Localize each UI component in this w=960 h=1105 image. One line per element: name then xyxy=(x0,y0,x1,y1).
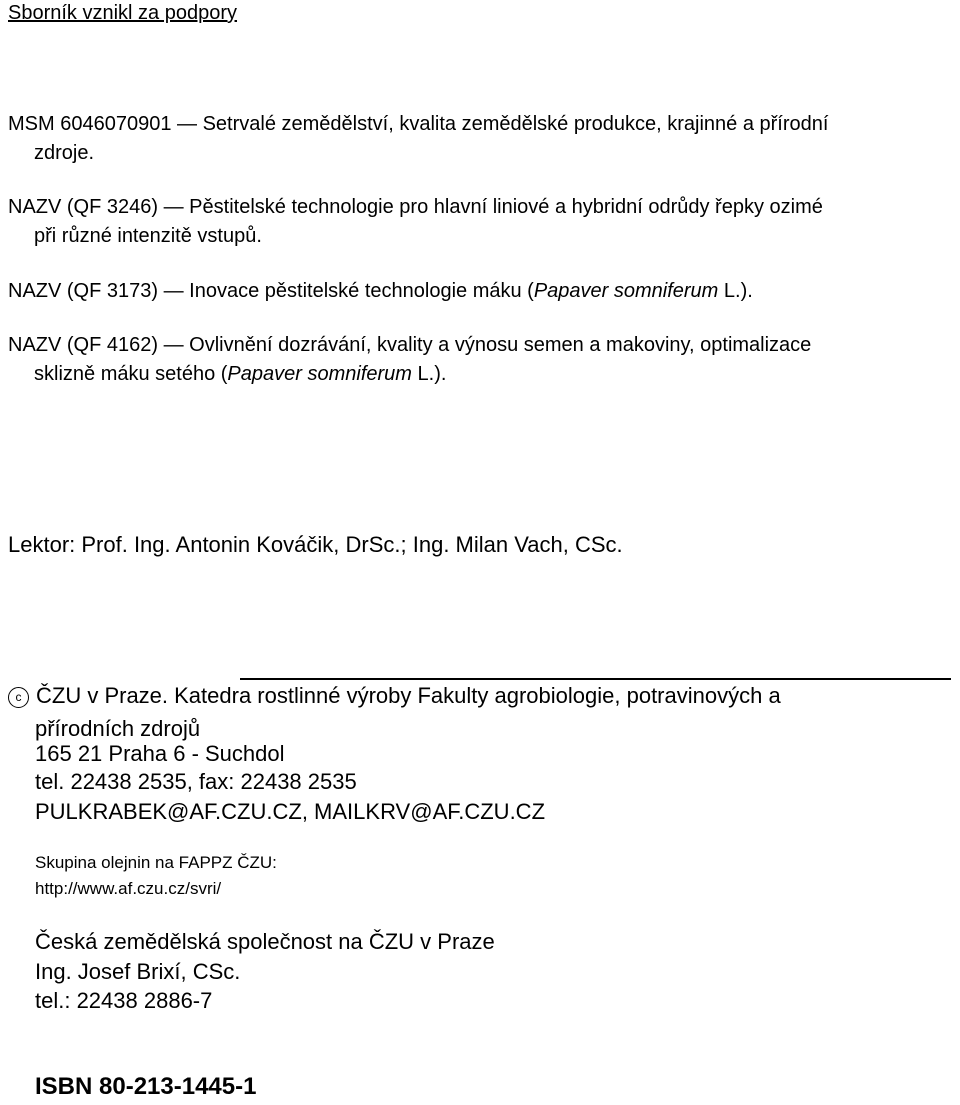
grant-title-continuation: při různé intenzitě vstupů. xyxy=(34,225,262,247)
grant-title: Inovace pěstitelské technologie máku ( xyxy=(189,280,534,302)
publisher-text: ČZU v Praze. Katedra rostlinné výroby Fakulty agrobiologie, potravinových a xyxy=(36,683,781,708)
isbn: ISBN 80-213-1445-1 xyxy=(35,1073,257,1100)
grant-item xyxy=(8,331,948,389)
grant-item xyxy=(8,277,948,306)
publisher-line-2: přírodních zdrojů xyxy=(35,716,201,741)
grant-code: NAZV (QF 3173) xyxy=(8,280,159,302)
grant-code: NAZV (QF 3246) xyxy=(8,196,159,218)
publisher-emails: PULKRABEK@AF.CZU.CZ, MAILKRV@AF.CZU.CZ xyxy=(35,799,546,824)
society-name: Česká zemědělská společnost na ČZU v Praze xyxy=(35,929,495,954)
lecturer-line: Lektor: Prof. Ing. Antonin Kováčik, DrSc.; Ing. Milan Vach, CSc. xyxy=(8,532,623,557)
grant-dash: — xyxy=(163,334,184,356)
divider xyxy=(240,678,951,680)
grant-item xyxy=(8,193,948,251)
page-heading: Sborník vznikl za podpory xyxy=(8,2,238,24)
society-phone: tel.: 22438 2886-7 xyxy=(35,988,213,1013)
species-name: Papaver somniferum xyxy=(227,363,412,385)
grant-dash: — xyxy=(163,280,184,302)
society-person: Ing. Josef Brixí, CSc. xyxy=(35,959,241,984)
grant-title-continuation xyxy=(8,360,948,389)
species-author: L.). xyxy=(411,363,447,385)
species-author: L.). xyxy=(718,280,753,302)
group-url-link[interactable]: http://www.af.czu.cz/svri/ xyxy=(35,879,222,898)
grant-code: NAZV (QF 4162) xyxy=(8,334,159,356)
publisher-phone: tel. 22438 2535, fax: 22438 2535 xyxy=(35,769,357,794)
grant-title: Ovlivnění dozrávání, kvality a výnosu semen a makoviny, optimalizace xyxy=(189,334,812,356)
grant-title: Setrvalé zemědělství, kvalita zemědělské produkce, krajinné a přírodní xyxy=(202,113,829,135)
grant-title-continuation: zdroje. xyxy=(34,142,95,164)
species-name: Papaver somniferum xyxy=(533,280,719,302)
group-name: Skupina olejnin na FAPPZ ČZU: xyxy=(35,853,277,872)
publisher-address: 165 21 Praha 6 - Suchdol xyxy=(35,741,285,766)
grant-title: Pěstitelské technologie pro hlavní liniové a hybridní odrůdy řepky ozimé xyxy=(189,196,823,218)
grant-dash: — xyxy=(163,196,184,218)
grant-code: MSM 6046070901 xyxy=(8,113,172,135)
copyright-line xyxy=(8,683,781,709)
grant-dash: — xyxy=(177,113,198,135)
grant-title-continuation-text: sklizně máku setého ( xyxy=(34,363,228,385)
copyright-icon: c xyxy=(8,687,29,708)
grant-item xyxy=(8,110,948,168)
